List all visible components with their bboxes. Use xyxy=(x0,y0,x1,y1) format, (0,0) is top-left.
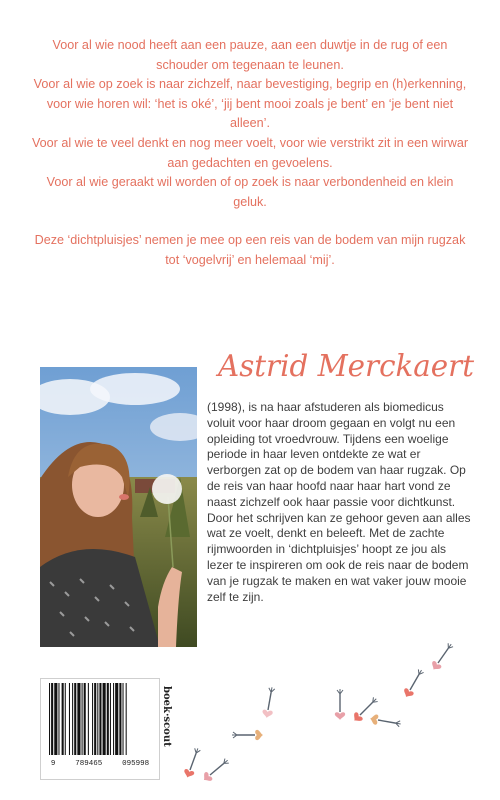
dandelion-seed-icon xyxy=(201,756,231,784)
barcode-bar xyxy=(107,683,109,755)
barcode-bar xyxy=(51,683,53,755)
barcode-bar xyxy=(97,683,98,755)
isbn-digit-group: 789465 xyxy=(75,760,103,768)
barcode-bar xyxy=(88,683,89,755)
barcode-bar xyxy=(115,683,118,755)
author-name: Astrid Merckaert xyxy=(215,349,475,384)
isbn-barcode xyxy=(40,678,160,780)
barcode-bar xyxy=(92,683,93,755)
barcode-bar xyxy=(49,683,50,755)
barcode-bar xyxy=(113,683,114,755)
barcode-bar xyxy=(62,683,64,755)
blurb-paragraph: Voor al wie te veel denkt en nog meer voelt, voor wie verstrikt zit in een wirwar aan gedachten en gevoelens. xyxy=(31,135,469,170)
dandelion-seed-icon xyxy=(351,695,380,724)
isbn-digits xyxy=(41,760,159,768)
publisher-name: boek·scout xyxy=(161,686,172,747)
dandelion-seed-icon xyxy=(232,730,263,740)
dandelion-seed-icon xyxy=(262,686,278,718)
blurb-paragraph: Voor al wie geraakt wil worden of op zoek is naar verbondenheid en klein geluk. xyxy=(46,175,454,209)
barcode-bar xyxy=(74,683,76,755)
barcode-bar xyxy=(65,683,66,755)
barcode-bar xyxy=(84,683,86,755)
paragraph-gap xyxy=(30,212,470,231)
author-photo-illustration xyxy=(40,367,197,647)
barcode-bar xyxy=(126,683,127,755)
barcode-bar xyxy=(72,683,73,755)
author-photo xyxy=(40,367,197,647)
barcode-bar xyxy=(123,683,124,755)
blurb-closing: Deze ‘dichtpluisjes’ nemen je mee op een reis van de bodem van mijn rugzak tot ‘vogelvrij’ en helemaal ‘mij’. xyxy=(34,233,466,267)
barcode-bar xyxy=(77,683,80,755)
dandelion-seed-icon xyxy=(429,641,455,672)
isbn-digit-group: 095998 xyxy=(122,760,150,768)
barcode-bar xyxy=(82,683,83,755)
dandelion-seed-icon xyxy=(402,668,426,700)
barcode-bar xyxy=(54,683,57,755)
dandelion-seed-icon xyxy=(335,689,345,720)
publisher-logo xyxy=(160,686,174,780)
barcode-bar xyxy=(94,683,96,755)
dandelion-puff xyxy=(152,474,182,504)
dandelion-seed-icon xyxy=(369,714,401,730)
blurb-paragraph: Voor al wie nood heeft aan een pauze, aan een duwtje in de rug of een schouder om tegenaan te leunen. xyxy=(52,38,448,72)
barcode-bar xyxy=(110,683,111,755)
author-signature xyxy=(212,328,482,398)
barcode-bar xyxy=(99,683,101,755)
isbn-digit-group: 9 xyxy=(50,760,56,768)
barcode-bar xyxy=(69,683,70,755)
barcode-bar xyxy=(119,683,121,755)
barcode-bar xyxy=(103,683,106,755)
back-cover-blurb xyxy=(30,36,470,271)
blurb-paragraph: Voor al wie op zoek is naar zichzelf, naar bevestiging, begrip en (h)erkenning, voor wie horen wil: ‘het is oké’, ‘jij bent mooi zoals je bent’ en ‘je bent niet alleen’. xyxy=(33,77,467,131)
barcode-bar xyxy=(58,683,59,755)
author-bio: (1998), is na haar afstuderen als biomedicus voluit voor haar droom gegaan en volgt nu een opleiding tot vroedvrouw. Tijdens een woelige periode in haar leven ontdekte ze wat er verborgen zat op de bodem van haar rugzak. Op de reis van haar hoofd naar haar hart vond ze naast zichzelf ook haar passie voor dichtkunst. Door het schrijven kan ze gehoor geven aan alles wat ze voelt, denkt en beleeft. Met de zachte rijmwoorden in ‘dichtpluisjes’ hoopt ze jou als lezer te inspireren om ook de reis naar de bodem van je rugzak te maken en wat vaker jouw mooie zelf te zijn. xyxy=(207,400,471,604)
